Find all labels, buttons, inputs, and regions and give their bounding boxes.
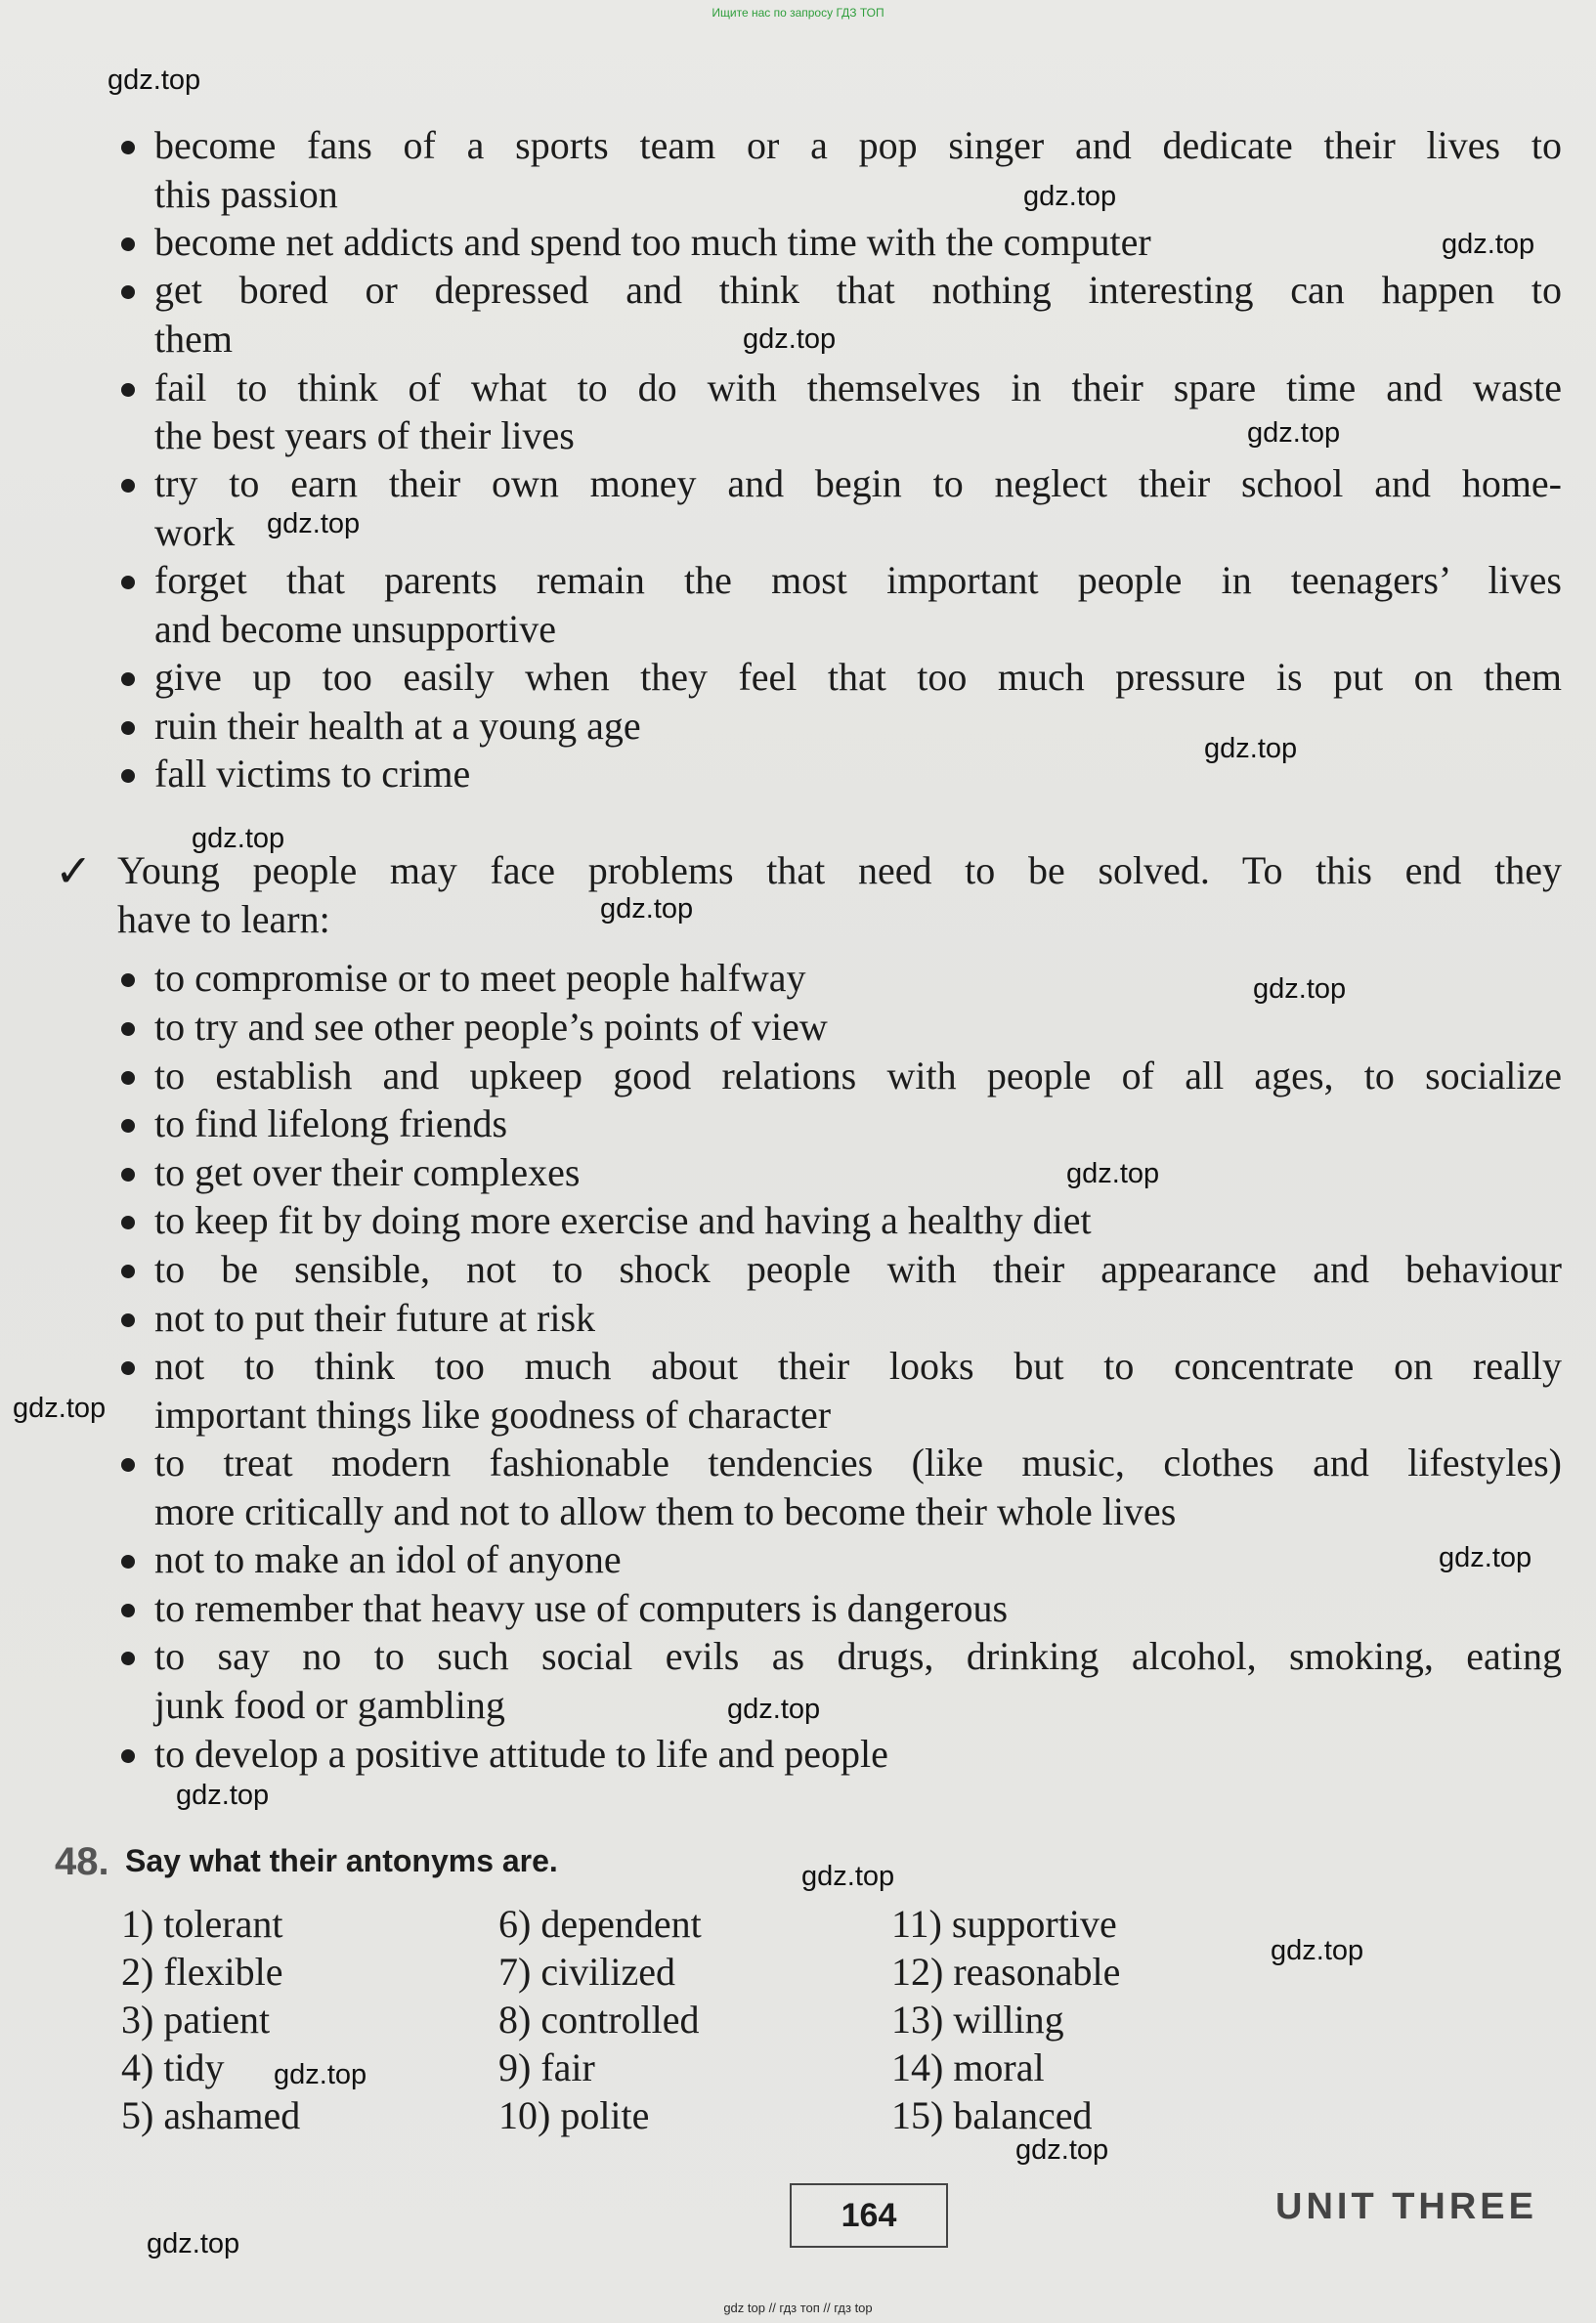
list-item: not to think too much about their looks but to concentrate on really: [154, 1342, 1562, 1391]
word-item: 11) supportive: [891, 1902, 1117, 1946]
list-item-continuation: this passion: [154, 172, 338, 216]
word-item: 5) ashamed: [121, 2093, 301, 2137]
bullet-dot: [121, 141, 135, 154]
bullet-dot: [121, 1071, 135, 1085]
watermark: gdz.top: [1066, 1158, 1160, 1189]
bullet-dot: [121, 237, 135, 251]
unit-label: UNIT THREE: [1275, 2186, 1537, 2227]
watermark: gdz.top: [1247, 417, 1341, 449]
watermark: gdz.top: [147, 2228, 240, 2259]
list-item: ruin their health at a young age: [154, 702, 1562, 751]
word-item: 6) dependent: [498, 1902, 702, 1946]
bullet-dot: [121, 479, 135, 493]
list-item: to establish and upkeep good relations with people of all ages, to socialize: [154, 1052, 1562, 1100]
watermark: gdz.top: [1439, 1542, 1532, 1573]
bullet-dot: [121, 576, 135, 589]
section-intro: Young people may face problems that need to be solved. To this end they: [117, 848, 1562, 892]
exercise-title: Say what their antonyms are.: [125, 1843, 558, 1878]
watermark: gdz.top: [1271, 1935, 1364, 1966]
bullet-dot: [121, 1604, 135, 1617]
watermark: gdz.top: [801, 1861, 895, 1892]
bullet-dot: [121, 1458, 135, 1472]
list-item: to try and see other people’s points of view: [154, 1003, 1562, 1052]
word-item: 7) civilized: [498, 1950, 676, 1994]
bullet-dot: [121, 383, 135, 397]
word-item: 3) patient: [121, 1998, 271, 2042]
list-item-continuation: the best years of their lives: [154, 413, 575, 457]
page-number-box: [790, 2183, 948, 2248]
antonyms-column-3: [891, 1900, 1120, 2139]
list-item: not to put their future at risk: [154, 1294, 1562, 1343]
antonyms-column-1: [121, 1900, 300, 2139]
list-item: to keep fit by doing more exercise and having a healthy diet: [154, 1196, 1562, 1245]
watermark: gdz.top: [1204, 733, 1298, 764]
watermark: gdz.top: [1015, 2134, 1109, 2166]
list-item: get bored or depressed and think that nothing interesting can happen to: [154, 266, 1562, 315]
watermark: gdz.top: [192, 823, 285, 854]
word-item: 9) fair: [498, 2045, 595, 2089]
list-item: to remember that heavy use of computers is dangerous: [154, 1584, 1562, 1633]
watermark: gdz.top: [743, 323, 837, 355]
bullet-dot: [121, 1265, 135, 1278]
footer-banner: gdz top // гдз топ // гдз top: [723, 2301, 873, 2315]
header-banner: Ищите нас по запросу ГДЗ ТОП: [712, 6, 884, 20]
word-item: 2) flexible: [121, 1950, 283, 1994]
list-item: to compromise or to meet people halfway: [154, 954, 1562, 1003]
watermark: gdz.top: [108, 65, 201, 96]
check-mark-icon: ✓: [55, 844, 93, 897]
bullet-dot: [121, 1555, 135, 1569]
list-item: fail to think of what to do with themselves in their spare time and waste: [154, 364, 1562, 412]
bullet-dot: [121, 285, 135, 299]
bullet-dot: [121, 769, 135, 783]
list-item-continuation: work: [154, 510, 236, 554]
list-item: to develop a positive attitude to life and people: [154, 1730, 1562, 1779]
word-item: 8) controlled: [498, 1998, 700, 2042]
watermark: gdz.top: [1253, 973, 1347, 1005]
bullet-dot: [121, 1216, 135, 1229]
word-item: 4) tidy: [121, 2045, 225, 2089]
page-number: 164: [841, 2197, 897, 2234]
antonyms-column-2: [498, 1900, 702, 2139]
section-intro-continuation: have to learn:: [117, 897, 330, 941]
list-item: give up too easily when they feel that too much pressure is put on them: [154, 653, 1562, 702]
list-item: to be sensible, not to shock people with their appearance and behaviour: [154, 1245, 1562, 1294]
list-item-continuation: junk food or gambling: [154, 1683, 505, 1727]
list-item: forget that parents remain the most important people in teenagers’ lives: [154, 556, 1562, 605]
bullet-dot: [121, 1652, 135, 1665]
watermark: gdz.top: [1023, 181, 1117, 212]
list-item: to treat modern fashionable tendencies (like music, clothes and lifestyles): [154, 1439, 1562, 1487]
bullet-dot: [121, 721, 135, 735]
list-item: fall victims to crime: [154, 750, 1562, 798]
bullet-dot: [121, 1361, 135, 1375]
list-item: to find lifelong friends: [154, 1099, 1562, 1148]
bullet-dot: [121, 1749, 135, 1763]
list-item: become fans of a sports team or a pop singer and dedicate their lives to: [154, 121, 1562, 170]
bullet-dot: [121, 1168, 135, 1182]
watermark: gdz.top: [267, 508, 361, 539]
bullet-dot: [121, 672, 135, 686]
bullet-dot: [121, 973, 135, 987]
word-item: 1) tolerant: [121, 1902, 283, 1946]
watermark: gdz.top: [274, 2059, 367, 2090]
bullet-dot: [121, 1119, 135, 1133]
list-item: try to earn their own money and begin to neglect their school and home-: [154, 459, 1562, 508]
list-item-continuation: important things like goodness of character: [154, 1393, 832, 1437]
word-item: 10) polite: [498, 2093, 650, 2137]
watermark: gdz.top: [1442, 229, 1535, 260]
watermark: gdz.top: [176, 1780, 270, 1811]
word-item: 15) balanced: [891, 2093, 1093, 2137]
watermark: gdz.top: [13, 1393, 107, 1424]
bullet-dot: [121, 1022, 135, 1036]
bullet-dot: [121, 1313, 135, 1327]
list-item-continuation: and become unsupportive: [154, 607, 556, 651]
word-item: 12) reasonable: [891, 1950, 1121, 1994]
word-item: 13) willing: [891, 1998, 1064, 2042]
exercise-number: 48.: [55, 1840, 109, 1883]
list-item: not to make an idol of anyone: [154, 1535, 1562, 1584]
list-item-continuation: more critically and not to allow them to become their whole lives: [154, 1489, 1177, 1533]
list-item: become net addicts and spend too much time with the computer: [154, 218, 1562, 267]
list-item: to get over their complexes: [154, 1148, 1562, 1197]
watermark: gdz.top: [600, 893, 694, 925]
word-item: 14) moral: [891, 2045, 1045, 2089]
watermark: gdz.top: [727, 1694, 821, 1725]
list-item-continuation: them: [154, 317, 233, 361]
list-item: to say no to such social evils as drugs, drinking alcohol, smoking, eating: [154, 1632, 1562, 1681]
